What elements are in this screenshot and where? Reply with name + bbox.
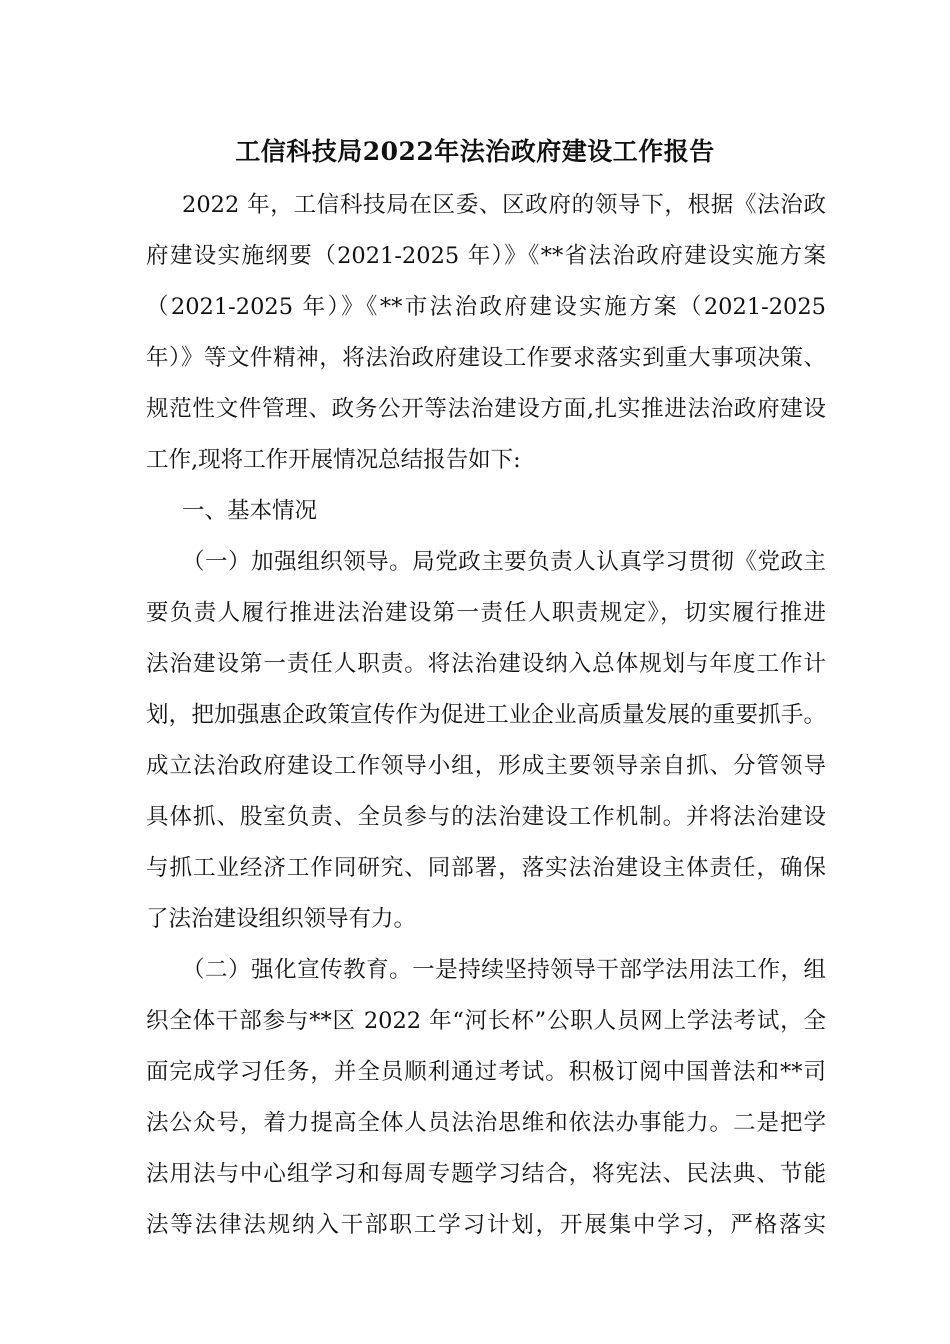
part2-line-3: 面完成学习任务，并全员顺利通过考试。积极订阅中国普法和**司 bbox=[146, 1059, 826, 1085]
part2-line-1: （二）强化宣传教育。一是持续坚持领导干部学法用法工作，组 bbox=[182, 957, 826, 983]
intro-line-5: 规范性文件管理、政务公开等法治建设方面,扎实推进法治政府建设 bbox=[146, 396, 826, 422]
intro-line-3: （2021-2025 年）》《**市法治政府建设实施方案（2021-2025 bbox=[146, 294, 826, 320]
part2-line-4: 法公众号，着力提高全体人员法治思维和依法办事能力。二是把学 bbox=[146, 1110, 826, 1136]
part1-line-2: 要负责人履行推进法治建设第一责任人职责规定》，切实履行推进 bbox=[146, 600, 826, 626]
intro-line-6: 工作,现将工作开展情况总结报告如下: bbox=[146, 447, 521, 473]
part2-line-2: 织全体干部参与**区 2022 年“河长杯”公职人员网上学法考试，全 bbox=[146, 1008, 826, 1034]
part1-line-4: 划，把加强惠企政策宣传作为促进工业企业高质量发展的重要抓手。 bbox=[146, 702, 826, 728]
intro-line-4: 年）》等文件精神，将法治政府建设工作要求落实到重大事项决策、 bbox=[146, 345, 826, 371]
part1-line-8: 了法治建设组织领导有力。 bbox=[146, 906, 417, 932]
section-heading-basic: 一、基本情况 bbox=[182, 498, 318, 524]
intro-line-2: 府建设实施纲要（2021-2025 年）》《**省法治政府建设实施方案 bbox=[146, 243, 826, 269]
part1-line-3: 法治建设第一责任人职责。将法治建设纳入总体规划与年度工作计 bbox=[146, 651, 826, 677]
part1-line-1: （一）加强组织领导。局党政主要负责人认真学习贯彻《党政主 bbox=[182, 549, 826, 575]
part1-line-5: 成立法治政府建设工作领导小组，形成主要领导亲自抓、分管领导 bbox=[146, 753, 826, 779]
part2-line-5: 法用法与中心组学习和每周专题学习结合，将宪法、民法典、节能 bbox=[146, 1161, 826, 1187]
part1-line-7: 与抓工业经济工作同研究、同部署，落实法治建设主体责任，确保 bbox=[146, 855, 826, 881]
document-title: 工信科技局2022年法治政府建设工作报告 bbox=[235, 137, 715, 166]
part1-line-6: 具体抓、股室负责、全员参与的法治建设工作机制。并将法治建设 bbox=[146, 804, 826, 830]
part2-line-6: 法等法律法规纳入干部职工学习计划，开展集中学习，严格落实 bbox=[146, 1212, 826, 1238]
intro-line-1: 2022 年，工信科技局在区委、区政府的领导下，根据《法治政 bbox=[182, 192, 826, 218]
